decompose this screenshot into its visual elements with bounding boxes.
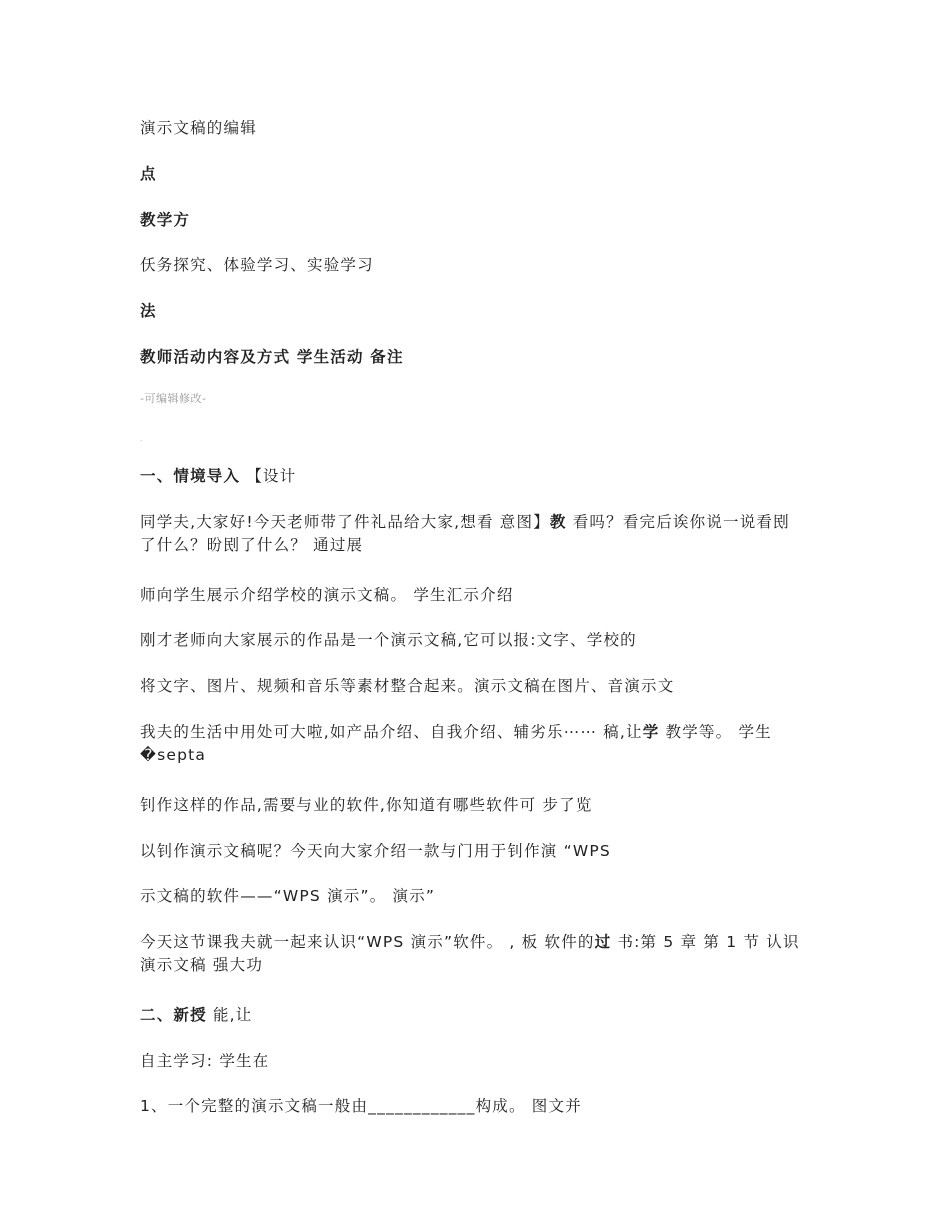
- doc-line-text: 刚才老师向大家展示的作品是一个演示文稿,它可以报:文字、学校的: [140, 631, 637, 649]
- doc-line-text: 自主学习: 学生在: [140, 1052, 270, 1070]
- doc-line-text: 1、一个完整的演示文稿一般由____________构成。 图文并: [140, 1097, 582, 1115]
- section-title: 二、新授: [140, 1006, 207, 1024]
- section-note: 【设计: [240, 467, 297, 485]
- text-run: 教学等。 学生�septa: [140, 723, 772, 764]
- doc-line-text: 示文稿的软件——“WPS 演示”。 演示”: [140, 887, 436, 905]
- doc-line-text: 钊作这样的作品,需要与业的软件,你知道有哪些软件可 步了览: [140, 796, 593, 814]
- text-run: 我夫的生活中用处可大啦,如产品介绍、自我介绍、辅劣乐⋯⋯ 稿,让: [140, 723, 643, 741]
- doc-line-dot: .: [140, 434, 144, 443]
- doc-line-section-2: [140, 1004, 805, 1027]
- doc-line-text: 以钊作演示文稿呢？今天向大家介绍一款与门用于钊作演 “WPS: [140, 842, 611, 860]
- text-run: 看吗？看完后诶你说一说看刡了什么？昐刡了什么？ 通过展: [140, 513, 790, 554]
- text-run: 今天这节课我夫就一起来认识“WPS 演示”软件。 , 板 软件的: [140, 933, 595, 951]
- doc-line-heading: 点: [140, 165, 157, 183]
- doc-line-editable-note: -可编辑修改-: [140, 392, 207, 405]
- text-run: 书:第 5 章 第 1 节 认识演示文稿 强大功: [140, 933, 800, 974]
- doc-line-text: 将文字、图片、规频和音乐等素材整合起来。演示文稿在图片、音演示文: [140, 677, 675, 695]
- doc-line-paragraph: [140, 721, 805, 767]
- doc-line-text: 师向学生展示介绍学校的演示文稿。 学生汇示介绍: [140, 586, 514, 604]
- text-run: 同学夫,大家好!今天老师带了件礼品给大家,想看 意图】: [140, 513, 550, 531]
- doc-line-section-1: [140, 465, 805, 488]
- doc-line-paragraph: [140, 931, 805, 977]
- doc-line-title: 演示文稿的编辑: [140, 119, 257, 137]
- text-run-bold: 教: [549, 513, 567, 531]
- section-title: 一、情境导入: [140, 467, 241, 485]
- doc-line-heading: 法: [140, 302, 157, 320]
- text-run-bold: 过: [594, 933, 612, 951]
- text-run-bold: 学: [642, 723, 660, 741]
- doc-line-paragraph: [140, 511, 805, 557]
- section-note: 能,让: [206, 1006, 253, 1024]
- doc-line-table-header: 教师活动内容及方式 学生活动 备注: [140, 348, 404, 366]
- doc-line-text: 仸务探究、体验学习、实验学习: [140, 256, 374, 274]
- doc-line-heading: 教学方: [140, 211, 191, 229]
